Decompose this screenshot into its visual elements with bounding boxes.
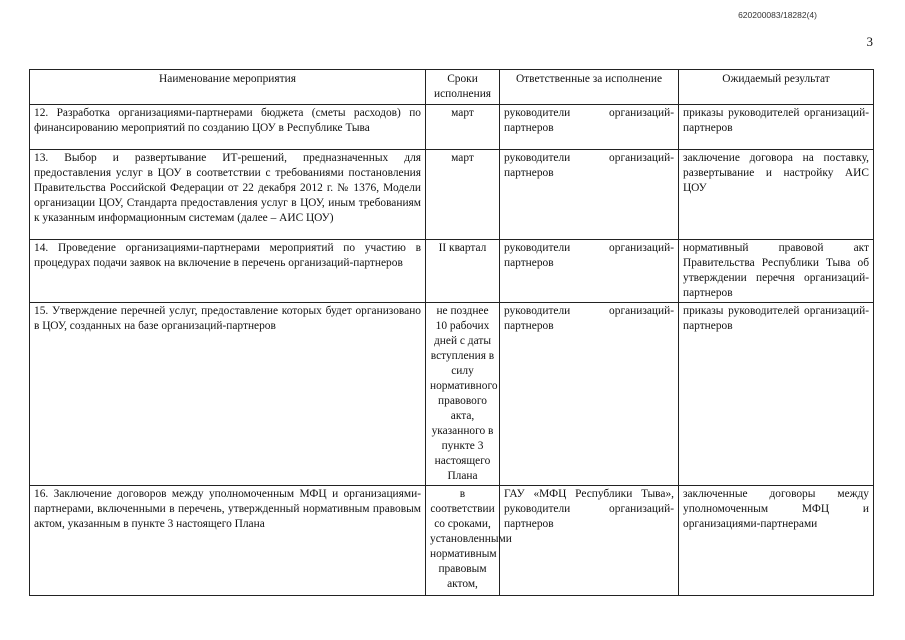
activity-result: приказы руководителей организаций-партнеров: [679, 105, 874, 150]
column-header-result: Ожидаемый результат: [679, 70, 874, 105]
column-header-term: Сроки исполнения: [426, 70, 500, 105]
activity-name: 15. Утверждение перечней услуг, предоставление которых будет организовано в ЦОУ, созданных на базе организаций-партнеров: [30, 303, 426, 486]
activity-responsible: руководители организаций-партнеров: [500, 303, 679, 486]
page-number: 3: [866, 34, 873, 49]
header-row: [30, 70, 874, 105]
table-header: [30, 70, 874, 105]
table-row: [30, 486, 874, 596]
activity-result: заключение договора на поставку, развертывание и настройку АИС ЦОУ: [679, 150, 874, 240]
activity-responsible: руководители организаций-партнеров: [500, 150, 679, 240]
activity-term: не позднее 10 рабочих дней с даты вступления в силу нормативного правового акта, указанного в пункте 3 настоящего Плана: [426, 303, 500, 486]
activity-responsible: руководители организаций-партнеров: [500, 105, 679, 150]
activity-name: 14. Проведение организациями-партнерами мероприятий по участию в процедурах подачи заявок на включение в перечень организаций-партнеров: [30, 240, 426, 303]
activity-name: 13. Выбор и развертывание ИТ-решений, предназначенных для предоставления услуг в ЦОУ в соответствии с требованиями постановления Правительства Российской Федерации от 22 декабря 2012 г. № 1376, Модели организации ЦОУ, Стандарта предоставления услуг в ЦОУ, иным требованиям к указанным информационным системам (далее – АИС ЦОУ): [30, 150, 426, 240]
activity-responsible: руководители организаций-партнеров: [500, 240, 679, 303]
activity-term: март: [426, 105, 500, 150]
table-row: [30, 303, 874, 486]
activity-responsible: ГАУ «МФЦ Республики Тыва», руководители организаций-партнеров: [500, 486, 679, 596]
document-id: 620200083/18282(4): [738, 10, 817, 20]
activity-result: заключенные договоры между уполномоченным МФЦ и организациями-партнерами: [679, 486, 874, 596]
column-header-responsible: Ответственные за исполнение: [500, 70, 679, 105]
activity-term: март: [426, 150, 500, 240]
activity-name: 12. Разработка организациями-партнерами бюджета (сметы расходов) по финансированию мероприятий по созданию ЦОУ в Республике Тыва: [30, 105, 426, 150]
activity-result: приказы руководителей организаций-партнеров: [679, 303, 874, 486]
column-header-name: Наименование мероприятия: [30, 70, 426, 105]
activity-name: 16. Заключение договоров между уполномоченным МФЦ и организациями-партнерами, включенными в перечень, утвержденный нормативным правовым актом, указанным в пункте 3 настоящего Плана: [30, 486, 426, 596]
activity-result: нормативный правовой акт Правительства Республики Тыва об утверждении перечня организаций-партнеров: [679, 240, 874, 303]
table-row: [30, 240, 874, 303]
activity-term: в соответствии со сроками, установленными нормативным правовым актом,: [426, 486, 500, 596]
activity-term: II квартал: [426, 240, 500, 303]
table-row: [30, 105, 874, 150]
table-row: [30, 150, 874, 240]
plan-table: [29, 69, 874, 596]
